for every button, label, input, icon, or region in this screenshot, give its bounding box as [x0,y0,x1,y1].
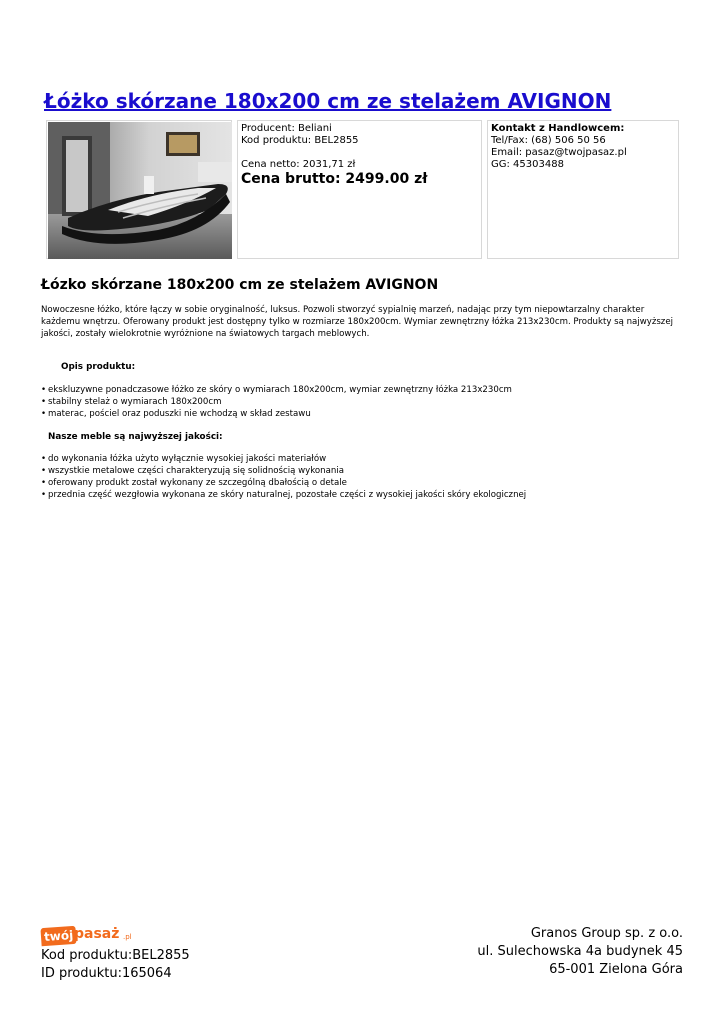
list-item-text: oferowany produkt został wykonany ze szczególną dbałością o detale [48,478,347,488]
list-item-text: przednia część wezgłowia wykonana ze skóry naturalnej, pozostałe części z wysokiej jakości skóry ekologicznej [48,490,527,500]
contact-heading: Kontakt z Handlowcem: [491,123,625,134]
footer-product-info [41,947,190,983]
bullet-icon: • [41,397,47,407]
list-item [41,396,512,408]
footer-product-id: ID produktu:165064 [41,966,172,981]
page-title-link[interactable]: Łóżko skórzane 180x200 cm ze stelażem AVIGNON [44,89,612,113]
bullet-icon: • [41,385,47,395]
quality-list [41,453,526,501]
logo-mark: twój [40,926,76,946]
spacer [241,147,478,159]
product-code-text: Kod produktu: BEL2855 [241,135,359,146]
contact-phone: Tel/Fax: (68) 506 50 56 [491,135,606,146]
footer-company-address [477,925,683,979]
list-item-text: stabilny stelaż o wymiarach 180x200cm [48,397,222,407]
footer-street: ul. Sulechowska 4a budynek 45 [477,944,683,959]
list-item-text: materac, pościel oraz poduszki nie wchodzą w skład zestawu [48,409,311,419]
list-item-text: ekskluzywne ponadczasowe łóżko ze skóry o wymiarach 180x200cm, wymiar zewnętrzny łóżka 213x230cm [48,385,512,395]
producer-text: Producent: Beliani [241,123,332,134]
list-item [41,408,512,420]
quality-heading: Nasze meble są najwyższej jakości: [48,432,223,442]
contact-gg: GG: 45303488 [491,159,564,170]
logo-suffix: .pl [123,933,132,941]
list-item [41,489,526,501]
bullet-icon: • [41,454,47,464]
list-item-text: do wykonania łóżka użyto wyłącznie wysokiej jakości materiałów [48,454,327,464]
list-item [41,384,512,396]
bullet-icon: • [41,466,47,476]
footer-product-code: Kod produktu:BEL2855 [41,948,190,963]
list-item [41,465,526,477]
bullet-icon: • [41,478,47,488]
bullet-icon: • [41,490,47,500]
logo-name: pasaż [74,926,120,942]
footer-company-name: Granos Group sp. z o.o. [530,926,683,941]
contact-email: Email: pasaz@twojpasaz.pl [491,147,627,158]
product-image-frame [46,120,232,259]
gross-price-text: Cena brutto: 2499.00 zł [241,171,428,187]
bullet-icon: • [41,409,47,419]
contact-box [487,120,679,259]
product-description: Nowoczesne łóżko, które łączy w sobie oryginalność, luksus. Pozwoli stworzyć sypialnię marzeń, nadając przy tym niepowtarzalny charakter każdemu wnętrzu. Oferowany produkt jest dostępny tylko w rozmiarze 180x200cm. Wymiar zewnętrzny łóżka 213x230cm. Produkty są najwyższej jakości, zostały wielokrotnie wyróżnione na światowych targach meblowych. [41,305,673,339]
footer-city: 65-001 Zielona Góra [549,962,683,977]
list-item-text: wszystkie metalowe części charakteryzują się solidnością wykonania [48,466,344,476]
product-info-box [237,120,482,259]
specs-heading: Opis produktu: [61,362,136,372]
list-item [41,453,526,465]
section-title: Łózko skórzane 180x200 cm ze stelażem AVIGNON [41,277,439,293]
net-price-text: Cena netto: 2031,71 zł [241,159,356,170]
twojpasaz-logo [41,925,136,947]
product-photo[interactable] [48,122,232,259]
specs-list [41,384,512,420]
list-item [41,477,526,489]
